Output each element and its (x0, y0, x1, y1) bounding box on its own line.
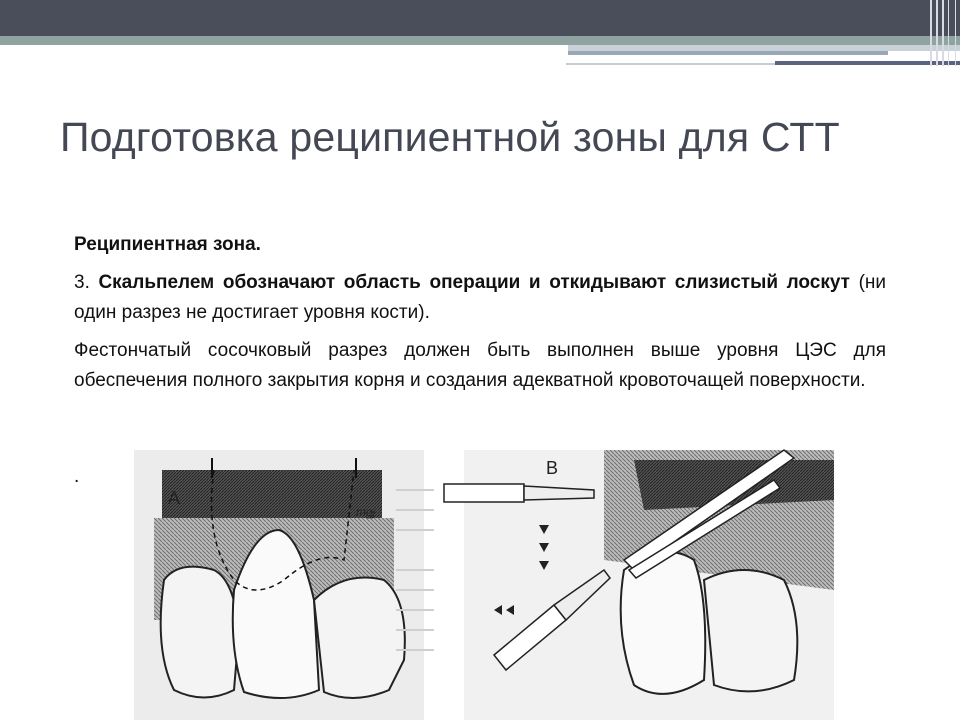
corner-line (942, 0, 944, 66)
mucosa-dark-band (162, 470, 382, 518)
label-b: B (546, 458, 559, 478)
tooth-left (161, 567, 239, 698)
bullet-dot: . (74, 466, 80, 487)
paragraph-step-3 (74, 268, 886, 328)
paragraph-recipient-zone (74, 230, 886, 260)
header-decoration (568, 51, 888, 55)
corner-line (936, 0, 938, 66)
tooth-right (314, 578, 405, 699)
step-number: 3. (74, 272, 99, 293)
panel-b (444, 450, 834, 720)
corner-line (930, 0, 932, 66)
step-3-rest-text: (ни один разрез не достигает уровня кости). (74, 272, 887, 323)
corner-line (955, 0, 956, 66)
slide-body (74, 230, 886, 404)
recipient-zone-heading: Реципиентная зона. (74, 234, 261, 255)
scalpel-handle (444, 484, 524, 502)
paragraph-incision: Фестончатый сосочковый разрез должен быть выполнен выше уровня ЦЭС для обеспечения полного закрытия корня и создания адекватной кровоточащей поверхности. (74, 340, 886, 391)
step-3-bold-text: Скальпелем обозначают область операции и откидывают слизистый лоскут (98, 272, 850, 293)
corner-line (948, 0, 949, 66)
surgical-illustration (134, 430, 834, 720)
label-mgj: mgj (356, 505, 376, 519)
header-decoration (775, 61, 960, 65)
slide-header-stripe (0, 36, 960, 45)
slide-title: Подготовка реципиентной зоны для СТТ (60, 114, 840, 160)
slide-header-bar (0, 0, 960, 36)
label-a: A (168, 488, 181, 508)
tooth-lateral-right (704, 570, 797, 691)
panel-a (134, 450, 424, 720)
